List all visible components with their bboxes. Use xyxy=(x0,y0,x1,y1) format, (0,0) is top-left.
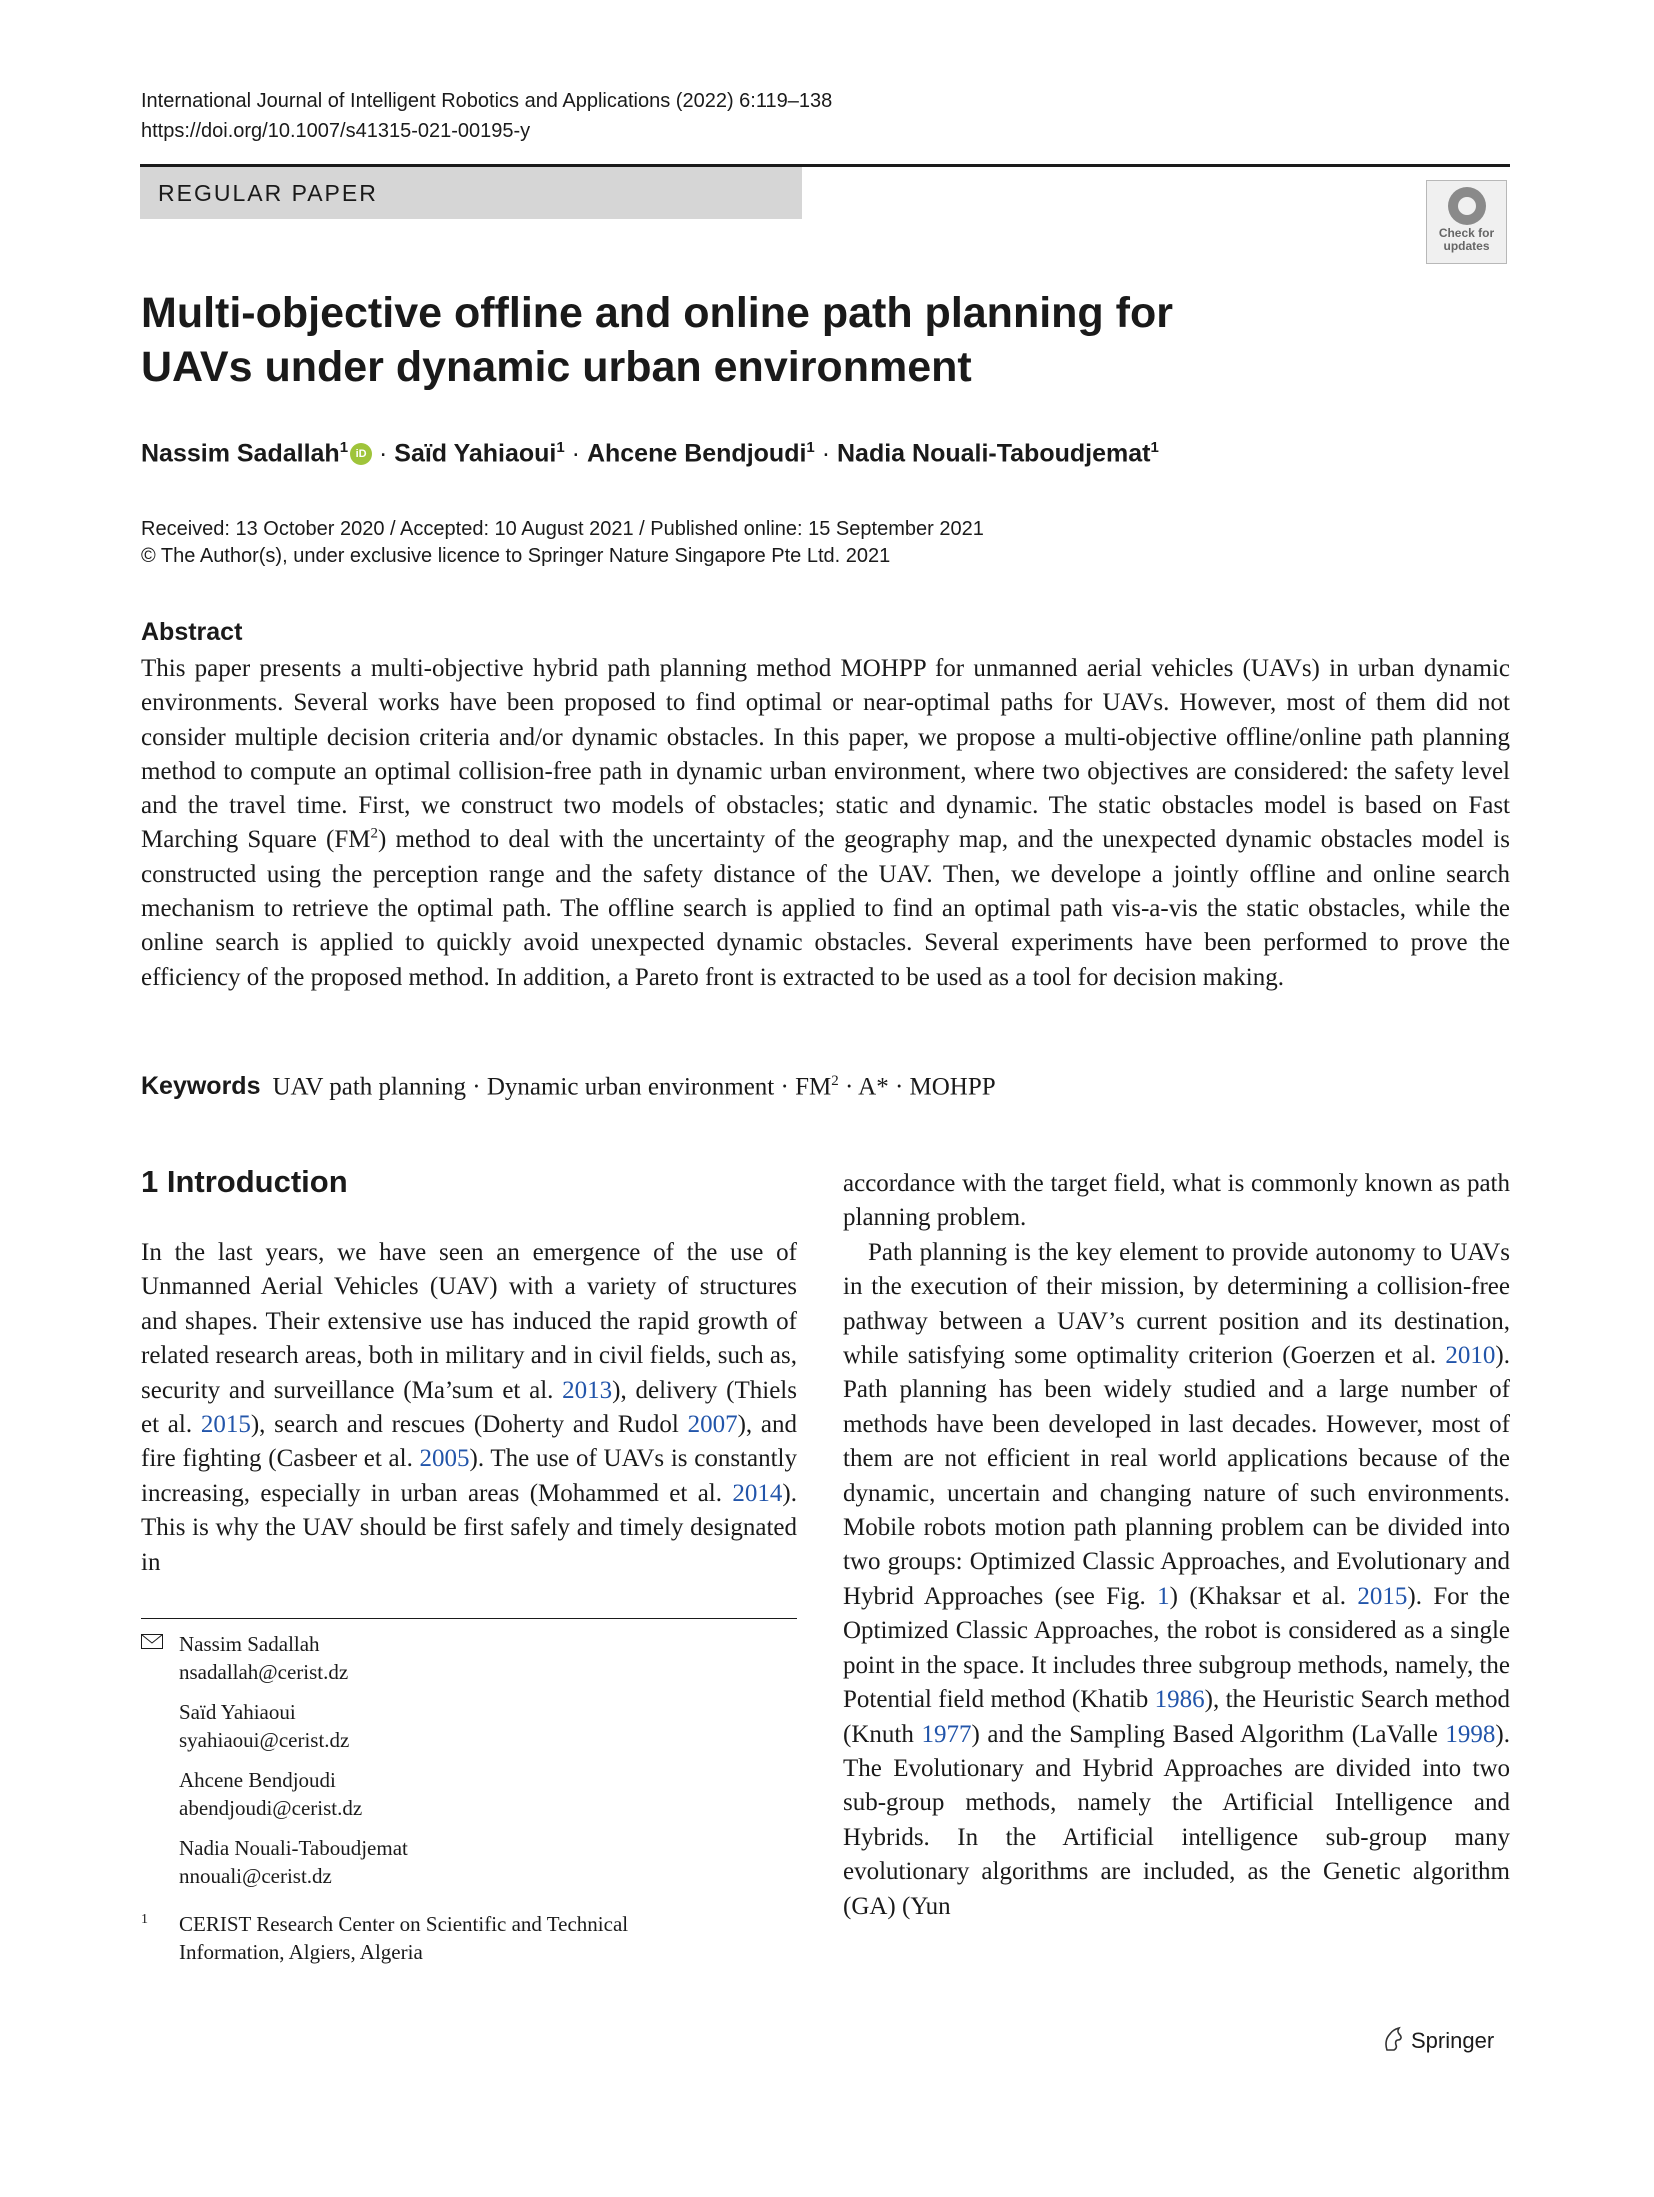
contact-email[interactable]: nnouali@cerist.dz xyxy=(179,1864,332,1888)
section-heading-introduction: 1 Introduction xyxy=(141,1164,348,1199)
abstract-superscript: 2 xyxy=(370,826,378,843)
keywords-superscript: 2 xyxy=(831,1073,839,1089)
crossmark-icon xyxy=(1448,187,1486,225)
abstract-heading: Abstract xyxy=(141,618,243,646)
copyright-notice: © The Author(s), under exclusive licence to Springer Nature Singapore Pte Ltd. 2021 xyxy=(141,545,891,567)
keywords-text-part1: UAV path planning · Dynamic urban environment · FM xyxy=(272,1073,832,1101)
body-text: ), search and rescues (Doherty and Rudol xyxy=(250,1411,688,1439)
author-name: Nassim Sadallah xyxy=(141,439,340,468)
paper-title: Multi-objective offline and online path planning for UAVs under dynamic urban environment xyxy=(141,289,1173,391)
body-text: ) (Khaksar et al. xyxy=(1169,1582,1358,1610)
citation-link[interactable]: 1998 xyxy=(1445,1720,1496,1748)
contact-email[interactable]: nsadallah@cerist.dz xyxy=(179,1660,349,1684)
body-text: Path planning is the key element to provide autonomy to UAVs in the execution of their mission, by determining a collision-free pathway between a UAV’s current position and its destination, while satisfying some optimality criterion (Goerzen et al. xyxy=(843,1238,1510,1370)
check-for-updates-badge[interactable] xyxy=(1426,180,1507,264)
check-updates-line1: Check for xyxy=(1438,226,1495,240)
author-contact-entry xyxy=(141,1834,797,1890)
body-text: ) and the Sampling Based Algorithm (LaValle xyxy=(971,1720,1446,1748)
body-text: ), delivery (Thiels et al. xyxy=(141,1376,797,1439)
abstract-text-part2: ) method to deal with the uncertainty of the geography map, and the unexpected dynamic obstacles model is constructed using the perception range and the safety distance of the UAV. Then, we develope a jointly offline and online search mechanism to retrieve the optimal path. The offline search is applied to find an optimal path vis-a-vis the static obstacles, while the online search is applied to quickly avoid unexpected dynamic obstacles. Several experiments have been performed to prove the efficiency of the proposed method. In addition, a Pareto front is extracted to be used as a tool for decision making. xyxy=(141,826,1510,991)
body-text: accordance with the target field, what is commonly known as path planning problem. xyxy=(843,1170,1510,1232)
affiliation-line: CERIST Research Center on Scientific and Technical xyxy=(179,1912,629,1936)
body-text: ). The use of UAVs is constantly increasing, especially in urban areas (Mohammed et al. xyxy=(141,1445,797,1507)
citation-link[interactable]: 2010 xyxy=(1445,1342,1496,1370)
affiliation-mark: 1 xyxy=(141,1912,148,1927)
affiliation-entry xyxy=(141,1910,797,1966)
citation-link[interactable]: 2015 xyxy=(200,1411,251,1439)
envelope-icon xyxy=(141,1634,163,1649)
contact-name: Saïd Yahiaoui xyxy=(179,1700,296,1724)
paper-type-label: REGULAR PAPER xyxy=(140,167,802,219)
citation-link[interactable]: 1986 xyxy=(1154,1686,1205,1714)
abstract-text-part1: This paper presents a multi-objective hybrid path planning method MOHPP for unmanned aerial vehicles (UAVs) in urban dynamic environments. Several works have been proposed to find optimal or near-optimal paths for UAVs. However, most of them did not consider multiple decision criteria and/or dynamic obstacles. In this paper, we propose a multi-objective offline/online path planning method to compute an optimal collision-free path in dynamic urban environment, where two objectives are considered: the safety level and the travel time. First, we construct two models of obstacles; static and dynamic. The static obstacles model is based on Fast Marching Square (FM xyxy=(141,655,1510,854)
author-contact-entry xyxy=(141,1766,797,1822)
intro-right-column xyxy=(843,1167,1510,1924)
springer-logo xyxy=(1381,2026,1494,2055)
doi-link[interactable]: https://doi.org/10.1007/s41315-021-00195-y xyxy=(141,120,531,142)
contact-email[interactable]: abendjoudi@cerist.dz xyxy=(179,1796,363,1820)
body-text: ). The Evolutionary and Hybrid Approaches are divided into two sub-group methods, namely the Artificial Intelligence and Hybrids. In the Artificial intelligence sub-group many evolutionary algorithms are included, as the Genetic algorithm (GA) (Yun xyxy=(843,1720,1510,1920)
journal-citation: International Journal of Intelligent Robotics and Applications (2022) 6:119–138 xyxy=(141,90,833,112)
author-list xyxy=(141,432,1159,469)
abstract-body xyxy=(141,652,1510,995)
footnotes xyxy=(141,1630,797,1966)
keywords-text-part2: · A* · MOHPP xyxy=(838,1073,996,1101)
author-contact-entry xyxy=(141,1698,797,1754)
author-affil-mark: 1 xyxy=(339,439,349,456)
body-text: ), the Heuristic Search method (Knuth xyxy=(843,1686,1510,1748)
author-affil-mark: 1 xyxy=(556,439,565,456)
citation-link[interactable]: 2013 xyxy=(562,1376,613,1404)
intro-paragraph xyxy=(843,1167,1510,1236)
author-affil-mark: 1 xyxy=(806,439,815,456)
springer-horse-icon xyxy=(1381,2026,1405,2052)
citation-link[interactable]: 2005 xyxy=(419,1445,470,1473)
intro-left-column xyxy=(141,1236,797,1580)
author-name: Saïd Yahiaoui xyxy=(394,439,557,468)
body-text: ), and fire fighting (Casbeer et al. xyxy=(141,1411,797,1473)
corresponding-author-entry xyxy=(141,1630,797,1686)
author-name: Nadia Nouali-Taboudjemat xyxy=(836,439,1151,468)
body-text: In the last years, we have seen an emergence of the use of Unmanned Aerial Vehicles (UAV) with a variety of structures and shapes. Their extensive use has induced the rapid growth of related research areas, both in military and in civil fields, such as, security and surveillance (Ma’sum et al. xyxy=(141,1239,797,1404)
author-affil-mark: 1 xyxy=(1150,439,1159,456)
body-text: ). Path planning has been widely studied and a large number of methods have been developed in last decades. However, most of them are not efficient in real world applications because of the dynamic, uncertain and changing nature of such environments. Mobile robots motion path planning problem can be divided into two groups: Optimized Classic Approaches, and Evolutionary and Hybrid Approaches (see Fig. xyxy=(843,1342,1510,1610)
contact-name: Ahcene Bendjoudi xyxy=(179,1768,336,1792)
intro-paragraph xyxy=(843,1236,1510,1924)
author-separator: · xyxy=(564,439,587,468)
author-separator: · xyxy=(372,439,395,468)
footnote-rule xyxy=(141,1618,797,1619)
contact-name: Nadia Nouali-Taboudjemat xyxy=(179,1836,408,1860)
affiliation-line: Information, Algiers, Algeria xyxy=(179,1940,423,1964)
publication-dates: Received: 13 October 2020 / Accepted: 10 August 2021 / Published online: 15 September 2021 xyxy=(141,518,984,540)
check-updates-line2: updates xyxy=(1443,239,1490,253)
citation-link[interactable]: 2015 xyxy=(1357,1582,1408,1610)
author-separator: · xyxy=(814,439,837,468)
body-text: ). For the Optimized Classic Approaches, the robot is considered as a single point in the space. It includes three subgroup methods, namely, the Potential field method (Khatib xyxy=(843,1582,1510,1714)
contact-email[interactable]: syahiaoui@cerist.dz xyxy=(179,1728,350,1752)
publisher-name: Springer xyxy=(1411,2028,1495,2053)
body-text: ). This is why the UAV should be first safely and timely designated in xyxy=(141,1479,797,1576)
keywords-line xyxy=(141,1064,996,1104)
author-name: Ahcene Bendjoudi xyxy=(586,439,807,468)
citation-link[interactable]: 1977 xyxy=(921,1720,972,1748)
citation-link[interactable]: 2007 xyxy=(687,1411,738,1439)
keywords-label: Keywords xyxy=(141,1072,261,1101)
contact-name: Nassim Sadallah xyxy=(179,1632,320,1656)
citation-link[interactable]: 1 xyxy=(1157,1582,1170,1610)
orcid-icon[interactable]: iD xyxy=(350,443,372,465)
citation-link[interactable]: 2014 xyxy=(732,1479,783,1507)
